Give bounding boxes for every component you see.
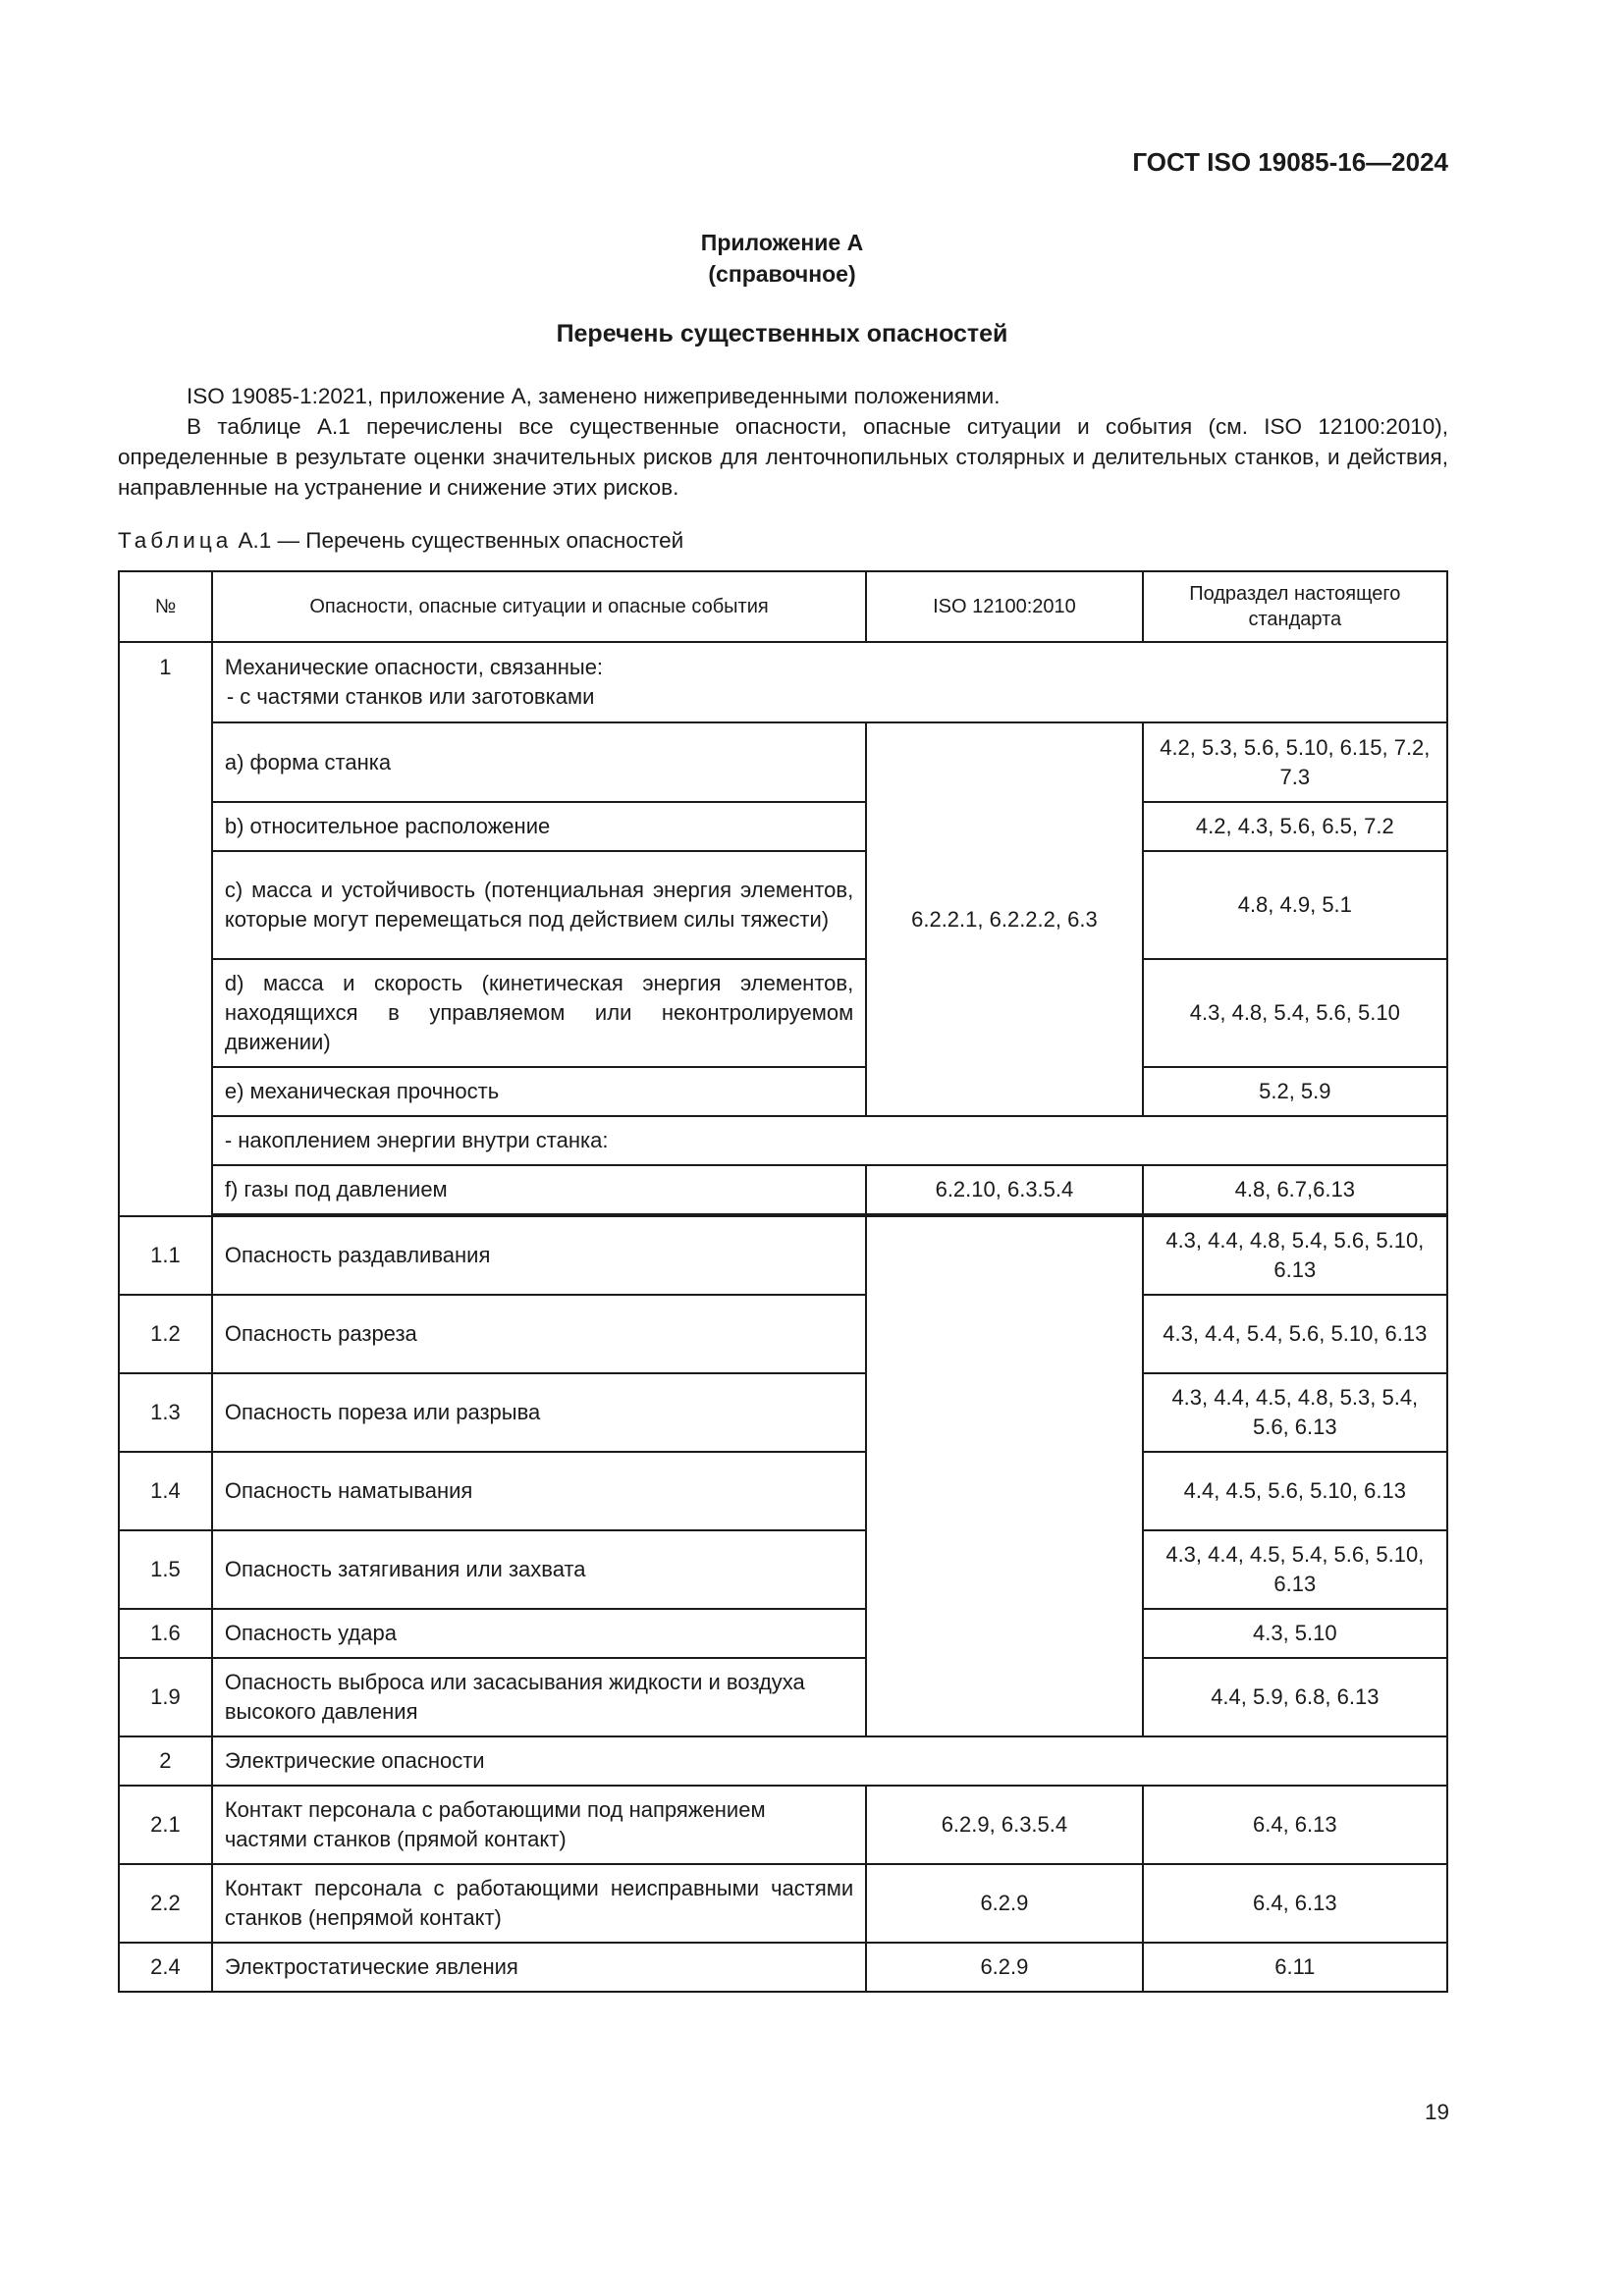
row-num: 1.9 <box>119 1658 212 1736</box>
table-row <box>119 1943 1447 1992</box>
appendix-heading <box>0 227 1564 290</box>
page-number: 19 <box>1424 2100 1449 2124</box>
hazard-desc: d) масса и скорость (кинетическая энергия элементов, находящихся в управляемом или неконтролируемом движении) <box>212 959 866 1067</box>
header-iso: ISO 12100:2010 <box>866 571 1142 642</box>
hazard-desc: Контакт персонала с работающими под напряжением частями станков (прямой контакт) <box>212 1786 866 1864</box>
subsection-ref: 4.3, 5.10 <box>1143 1609 1447 1658</box>
table-row <box>119 1658 1447 1736</box>
table-header-row <box>119 571 1447 642</box>
hazard-desc: Опасность пореза или разрыва <box>212 1373 866 1452</box>
row-num: 2 <box>119 1736 212 1786</box>
subsection-ref: 4.4, 5.9, 6.8, 6.13 <box>1143 1658 1447 1736</box>
subsection-ref: 4.3, 4.4, 4.8, 5.4, 5.6, 5.10, 6.13 <box>1143 1216 1447 1295</box>
iso-ref: 6.2.9, 6.3.5.4 <box>866 1786 1142 1864</box>
hazard-desc: Контакт персонала с работающими неисправными частями станков (непрямой контакт) <box>212 1864 866 1943</box>
subsection-ref: 4.3, 4.4, 5.4, 5.6, 5.10, 6.13 <box>1143 1295 1447 1373</box>
table-row <box>119 1216 1447 1295</box>
table-row <box>119 642 1447 722</box>
row-num: 1.3 <box>119 1373 212 1452</box>
hazard-desc: Опасность выброса или засасывания жидкости и воздуха высокого давления <box>212 1658 866 1736</box>
iso-ref: 6.2.9 <box>866 1864 1142 1943</box>
row-num: 2.2 <box>119 1864 212 1943</box>
subsection-ref: 6.11 <box>1143 1943 1447 1992</box>
table-row <box>119 1530 1447 1609</box>
hazard-desc: e) механическая прочность <box>212 1067 866 1116</box>
hazard-desc: Опасность наматывания <box>212 1452 866 1530</box>
hazard-desc: f) газы под давлением <box>212 1165 866 1214</box>
table-row <box>119 1736 1447 1786</box>
table-row <box>119 851 1447 959</box>
table-row <box>119 959 1447 1067</box>
intro-paragraph: В таблице А.1 перечислены все существенные опасности, опасные ситуации и события (см. ISO 12100:2010), определенные в результате оценки значительных рисков для ленточнопильных столярных и делительных станков, и действия, направленные на устранение и снижение этих рисков. <box>118 414 1448 500</box>
document-code: ГОСТ ISO 19085-16—2024 <box>1132 147 1448 177</box>
subsection-ref: 5.2, 5.9 <box>1143 1067 1447 1116</box>
hazards-table <box>118 570 1448 1993</box>
table-row <box>119 1609 1447 1658</box>
subsection-ref: 4.3, 4.4, 4.5, 5.4, 5.6, 5.10, 6.13 <box>1143 1530 1447 1609</box>
header-num: № <box>119 571 212 642</box>
intro-paragraph: ISO 19085-1:2021, приложение А, заменено нижеприведенными положениями. <box>187 384 1001 408</box>
group-heading-line: - с частями станков или заготовками <box>226 684 595 709</box>
intro-text <box>118 381 1448 503</box>
table-row <box>119 1373 1447 1452</box>
table-row <box>119 1165 1447 1214</box>
iso-ref-empty <box>866 1216 1142 1736</box>
row-num: 1 <box>119 642 212 1216</box>
subsection-ref: 4.3, 4.4, 4.5, 4.8, 5.3, 5.4, 5.6, 6.13 <box>1143 1373 1447 1452</box>
subsection-ref: 6.4, 6.13 <box>1143 1786 1447 1864</box>
row-num: 1.6 <box>119 1609 212 1658</box>
row-num: 2.4 <box>119 1943 212 1992</box>
subsection-ref: 4.8, 4.9, 5.1 <box>1143 851 1447 959</box>
table-row <box>119 802 1447 851</box>
header-subsection: Подраздел настоящего стандарта <box>1143 571 1447 642</box>
appendix-title: Приложение А <box>700 230 864 255</box>
row-num: 1.4 <box>119 1452 212 1530</box>
table-caption-label: Таблица <box>118 528 233 553</box>
table-row <box>119 1452 1447 1530</box>
row-num: 1.2 <box>119 1295 212 1373</box>
row-num: 2.1 <box>119 1786 212 1864</box>
hazard-desc: b) относительное расположение <box>212 802 866 851</box>
table-row <box>119 1786 1447 1864</box>
iso-ref: 6.2.9 <box>866 1943 1142 1992</box>
row-num: 1.5 <box>119 1530 212 1609</box>
table-row <box>119 1864 1447 1943</box>
subsection-ref: 4.2, 4.3, 5.6, 6.5, 7.2 <box>1143 802 1447 851</box>
header-hazards: Опасности, опасные ситуации и опасные события <box>212 571 866 642</box>
subsection-ref: 4.3, 4.8, 5.4, 5.6, 5.10 <box>1143 959 1447 1067</box>
group-subheading: - накоплением энергии внутри станка: <box>212 1116 1447 1165</box>
subsection-ref: 6.4, 6.13 <box>1143 1864 1447 1943</box>
section-title: Перечень существенных опасностей <box>556 320 1008 347</box>
group-heading-line: Механические опасности, связанные: <box>224 655 604 679</box>
table-row <box>119 1295 1447 1373</box>
hazard-desc: Опасность разреза <box>212 1295 866 1373</box>
table-row <box>119 1067 1447 1116</box>
appendix-subtitle: (справочное) <box>708 261 856 287</box>
row-num: 1.1 <box>119 1216 212 1295</box>
hazard-desc: c) масса и устойчивость (потенциальная энергия элементов, которые могут перемещаться под действием силы тяжести) <box>212 851 866 959</box>
table-row <box>119 722 1447 802</box>
subsection-ref: 4.4, 4.5, 5.6, 5.10, 6.13 <box>1143 1452 1447 1530</box>
hazard-desc: Опасность удара <box>212 1609 866 1658</box>
hazard-desc: a) форма станка <box>212 722 866 802</box>
table-row <box>119 1116 1447 1165</box>
subsection-ref: 4.8, 6.7,6.13 <box>1143 1165 1447 1214</box>
hazard-desc: Электростатические явления <box>212 1943 866 1992</box>
group-heading: Электрические опасности <box>212 1736 1447 1786</box>
group-heading <box>212 642 1447 722</box>
hazard-desc: Опасность затягивания или захвата <box>212 1530 866 1609</box>
table-caption-text: А.1 — Перечень существенных опасностей <box>238 528 684 553</box>
subsection-ref: 4.2, 5.3, 5.6, 5.10, 6.15, 7.2, 7.3 <box>1143 722 1447 802</box>
iso-ref-shared: 6.2.2.1, 6.2.2.2, 6.3 <box>866 722 1142 1116</box>
hazard-desc: Опасность раздавливания <box>212 1216 866 1295</box>
iso-ref: 6.2.10, 6.3.5.4 <box>866 1165 1142 1214</box>
table-caption <box>118 528 683 554</box>
